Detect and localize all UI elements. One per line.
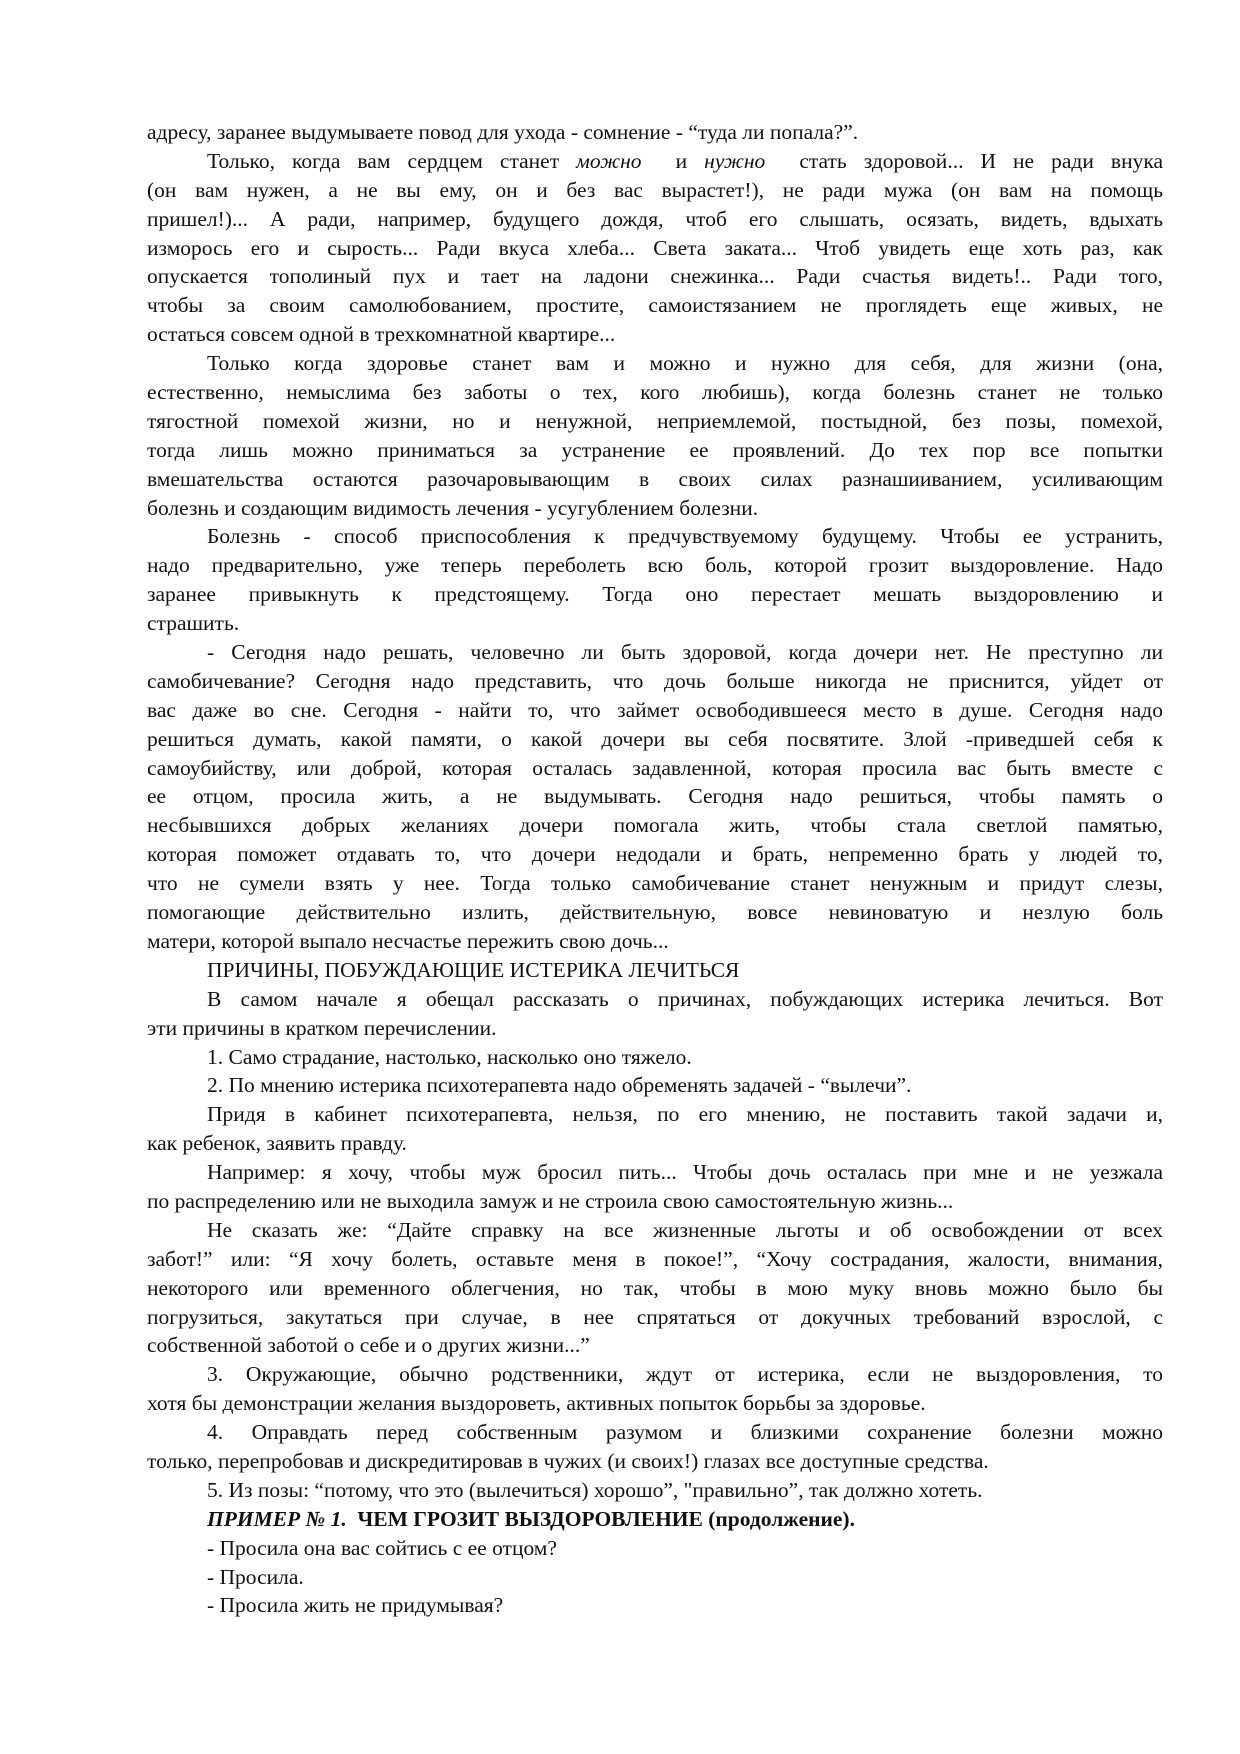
text-line: Только когда здоровье станет вам и можно и нужно для себя, для жизни (она, bbox=[207, 351, 1163, 376]
paragraph bbox=[147, 985, 1163, 1043]
text-line: заранее привыкнуть к предстоящему. Тогда оно перестает мешать выздоровлению и bbox=[147, 582, 1163, 607]
paragraph bbox=[147, 1360, 1163, 1418]
text-line bbox=[147, 147, 1163, 176]
emphasis-text: можно bbox=[576, 148, 642, 173]
text-line: 4. Оправдать перед собственным разумом и близкими сохранение болезни можно bbox=[207, 1420, 1163, 1445]
paragraph bbox=[147, 522, 1163, 638]
paragraph bbox=[147, 1476, 1163, 1505]
text-line: только, перепробовав и дискредитировав в чужих (и своих!) глазах все доступные средства. bbox=[147, 1448, 989, 1473]
text-line: - Просила она вас сойтись с ее отцом? bbox=[207, 1535, 557, 1560]
text-line: Придя в кабинет психотерапевта, нельзя, по его мнению, не поставить такой задачи и, bbox=[207, 1102, 1163, 1127]
paragraph bbox=[147, 1563, 1163, 1592]
paragraph bbox=[147, 147, 1163, 349]
text-line: 5. Из позы: “потому, что это (вылечиться) хорошо”, "правильно”, так должно хотеть. bbox=[207, 1477, 983, 1502]
paragraph bbox=[147, 1418, 1163, 1476]
text-line: (он вам нужен, а не вы ему, он и без вас вырастет!), не ради мужа (он вам на помощь bbox=[147, 177, 1163, 202]
text-line: как ребенок, заявить правду. bbox=[147, 1131, 407, 1156]
text-line: самоубийству, или доброй, которая осталась задавленной, которая просила вас быть вместе с bbox=[147, 755, 1163, 780]
text-line: вмешательства остаются разочаровывающим в своих силах разнашииванием, усиливающим bbox=[147, 466, 1163, 491]
text-line: - Просила. bbox=[207, 1564, 304, 1589]
paragraph bbox=[147, 1043, 1163, 1072]
text-line: помогающие действительно излить, действительную, вовсе невиноватую и незлую боль bbox=[147, 900, 1163, 925]
text-line: матери, которой выпало несчастье пережить свою дочь... bbox=[147, 928, 669, 953]
text-line: что не сумели взять у нее. Тогда только самобичевание станет ненужным и придут слезы, bbox=[147, 871, 1163, 896]
text-line: вас даже во сне. Сегодня - найти то, что займет освободившееся место в душе. Сегодня надо bbox=[147, 697, 1163, 722]
paragraph bbox=[147, 349, 1163, 522]
text-line: забот!” или: “Я хочу болеть, оставьте меня в покое!”, “Хочу сострадания, жалости, внимания, bbox=[147, 1246, 1163, 1271]
text-line: несбывшихся добрых желаниях дочери помогала жить, чтобы стала светлой памятью, bbox=[147, 813, 1163, 838]
text-line: Не сказать же: “Дайте справку на все жизненные льготы и об освобождении от всех bbox=[207, 1217, 1163, 1242]
text-line: ПРИЧИНЫ, ПОБУЖДАЮЩИЕ ИСТЕРИКА ЛЕЧИТЬСЯ bbox=[207, 957, 740, 982]
paragraph bbox=[147, 1591, 1163, 1620]
text-line: некоторого или временного облегчения, но так, чтобы в мою муку вновь можно было бы bbox=[147, 1275, 1163, 1300]
text-segment: стать здоровой... И не ради внука bbox=[765, 148, 1163, 173]
text-line: страшить. bbox=[147, 611, 240, 636]
text-line: которая поможет отдавать то, что дочери недодали и брать, непременно брать у людей то, bbox=[147, 842, 1163, 867]
paragraph bbox=[147, 1071, 1163, 1100]
text-line: самобичевание? Сегодня надо представить, что дочь больше никогда не приснится, уйдет от bbox=[147, 668, 1163, 693]
text-line: чтобы за своим самолюбованием, простите, самоистязанием не проглядеть еще живых, не bbox=[147, 293, 1163, 318]
text-line: Например: я хочу, чтобы муж бросил пить... Чтобы дочь осталась при мне и не уезжала bbox=[207, 1160, 1163, 1185]
paragraph bbox=[147, 1158, 1163, 1216]
text-line: болезнь и создающим видимость лечения - усугублением болезни. bbox=[147, 495, 759, 520]
text-line: решиться думать, какой памяти, о какой дочери вы себя посвятите. Злой -приведшей себя к bbox=[147, 726, 1163, 751]
text-line: эти причины в кратком перечислении. bbox=[147, 1015, 497, 1040]
paragraph bbox=[147, 638, 1163, 956]
text-line: - Просила жить не придумывая? bbox=[207, 1593, 504, 1618]
text-line: тогда лишь можно приниматься за устранение ее проявлений. До тех пор все попытки bbox=[147, 437, 1163, 462]
text-segment: ЧЕМ ГРОЗИТ ВЫЗДОРОВЛЕНИЕ (продолжение). bbox=[346, 1506, 855, 1531]
text-line: Болезнь - способ приспособления к предчувствуемому будущему. Чтобы ее устранить, bbox=[207, 524, 1163, 549]
text-line: опускается тополиный пух и тает на ладони снежинка... Ради счастья видеть!.. Ради того, bbox=[147, 264, 1163, 289]
text-line: адресу, заранее выдумываете повод для ухода - сомнение - “туда ли попала?”. bbox=[147, 120, 859, 144]
text-line: В самом начале я обещал рассказать о причинах, побуждающих истерика лечиться. Вот bbox=[207, 986, 1163, 1011]
text-line: остаться совсем одной в трехкомнатной квартире... bbox=[147, 322, 616, 347]
text-line: погрузиться, закутаться при случае, в нее спрятаться от докучных требований взрослой, с bbox=[147, 1304, 1163, 1329]
text-line: естественно, немыслима без заботы о тех, кого любишь), когда болезнь станет не только bbox=[147, 380, 1163, 405]
paragraph bbox=[147, 1216, 1163, 1360]
text-line: тягостной помехой жизни, но и ненужной, неприемлемой, постыдной, без позы, помехой, bbox=[147, 408, 1163, 433]
emphasis-text: ПРИМЕР № 1. bbox=[207, 1506, 347, 1531]
text-line: ее отцом, просила жить, а не выдумывать. Сегодня надо решиться, чтобы память о bbox=[147, 784, 1163, 809]
text-line: по распределению или не выходила замуж и не строила свою самостоятельную жизнь... bbox=[147, 1188, 954, 1213]
text-line: собственной заботой о себе и о других жизни...” bbox=[147, 1333, 590, 1358]
text-line bbox=[147, 1505, 1163, 1534]
text-line: 2. По мнению истерика психотерапевта надо обременять задачей - “вылечи”. bbox=[207, 1073, 912, 1098]
text-line: надо предварительно, уже теперь переболеть всю боль, которой грозит выздоровление. Надо bbox=[147, 553, 1163, 578]
text-line: 3. Окружающие, обычно родственники, ждут от истерика, если не выздоровления, то bbox=[207, 1362, 1163, 1387]
paragraph bbox=[147, 1100, 1163, 1158]
text-segment: Только, когда вам сердцем станет bbox=[207, 148, 577, 173]
text-line: 1. Само страдание, настолько, насколько оно тяжело. bbox=[207, 1044, 692, 1069]
text-segment: и bbox=[641, 148, 705, 173]
text-line: изморось его и сырость... Ради вкуса хлеба... Света заката... Чтоб увидеть еще хоть раз, как bbox=[147, 235, 1163, 260]
section-heading bbox=[147, 956, 1163, 985]
section-heading bbox=[147, 1505, 1163, 1534]
paragraph bbox=[147, 1534, 1163, 1563]
text-line: хотя бы демонстрации желания выздороветь, активных попыток борьбы за здоровье. bbox=[147, 1391, 926, 1416]
paragraph bbox=[147, 118, 1163, 147]
text-line: - Сегодня надо решать, человечно ли быть здоровой, когда дочери нет. Не преступно ли bbox=[207, 640, 1163, 665]
emphasis-text: нужно bbox=[704, 148, 766, 173]
text-line: пришел!)... А ради, например, будущего дождя, чтоб его слышать, осязать, видеть, вдыхать bbox=[147, 206, 1163, 231]
document-body bbox=[147, 118, 1163, 1620]
